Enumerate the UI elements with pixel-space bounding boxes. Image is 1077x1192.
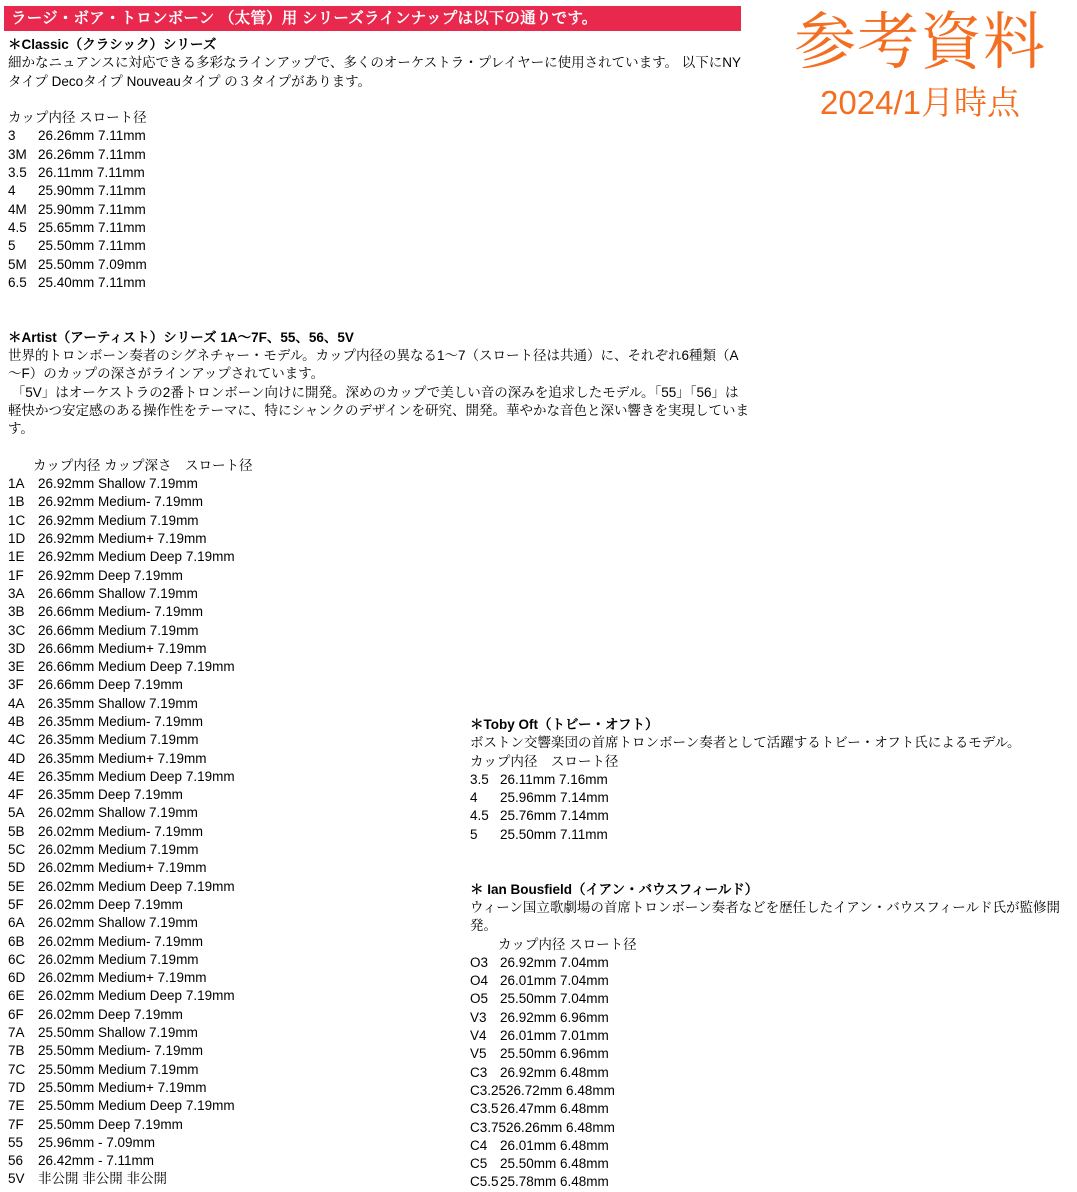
model-id: V3 [470, 1009, 487, 1025]
model-specs: 25.50mm Shallow 7.19mm [38, 1025, 198, 1041]
model-specs: 26.92mm Medium+ 7.19mm [38, 531, 207, 547]
model-specs: 25.50mm Medium 7.19mm [38, 1061, 199, 1077]
model-specs: 25.50mm 6.96mm [500, 1046, 609, 1062]
model-id: 4C [8, 732, 26, 748]
spec-row [470, 1027, 1077, 1045]
model-id: 3D [8, 640, 26, 656]
spec-row [8, 512, 750, 530]
model-id: 3A [8, 585, 25, 601]
model-id: C3.25 [470, 1082, 507, 1098]
model-specs: 26.66mm Medium Deep 7.19mm [38, 659, 235, 675]
classic-section [8, 36, 750, 292]
model-id: 5 [8, 238, 16, 254]
toby-oft-table-header: カップ内径 スロート径 [470, 753, 619, 769]
model-specs: 25.90mm 7.11mm [38, 201, 146, 217]
spec-row [8, 237, 750, 255]
model-id: 7B [8, 1043, 25, 1059]
model-id: 6C [8, 951, 26, 967]
model-specs: 26.26mm 7.11mm [38, 128, 146, 144]
model-specs: 25.50mm 6.48mm [500, 1156, 609, 1172]
model-specs: 25.50mm 7.11mm [500, 826, 608, 842]
model-id: C3.75 [470, 1119, 507, 1135]
toby-oft-section [470, 716, 1077, 844]
model-id: O5 [470, 991, 489, 1007]
stamp-title: 参考資料 [793, 8, 1046, 77]
model-id: 4E [8, 768, 25, 784]
model-id: C5 [470, 1156, 488, 1172]
model-specs: 25.90mm 7.11mm [38, 183, 146, 199]
spec-row [8, 603, 750, 621]
spec-row [470, 972, 1077, 990]
model-specs: 25.65mm 7.11mm [38, 219, 146, 235]
model-id: 7A [8, 1025, 25, 1041]
model-id: C5.5 [470, 1174, 499, 1190]
model-id: 5B [8, 823, 25, 839]
model-id: 3C [8, 622, 26, 638]
model-specs: 26.47mm 6.48mm [500, 1101, 609, 1117]
model-id: 1D [8, 531, 26, 547]
spec-row [8, 219, 750, 237]
spacer [8, 292, 750, 329]
toby-oft-spec-list [470, 771, 1077, 844]
model-specs: 26.35mm Medium Deep 7.19mm [38, 768, 235, 784]
spec-row [8, 640, 750, 658]
model-specs: 26.02mm Shallow 7.19mm [38, 805, 198, 821]
model-id: 3 [8, 128, 16, 144]
spec-row [8, 475, 750, 493]
model-specs: 25.50mm Medium- 7.19mm [38, 1043, 204, 1059]
model-specs: 25.78mm 6.48mm [500, 1174, 609, 1190]
model-id: C3 [470, 1064, 488, 1080]
model-id: C4 [470, 1137, 488, 1153]
spec-row [470, 807, 1077, 825]
spec-row [470, 1082, 1077, 1100]
model-specs: 非公開 非公開 非公開 [38, 1171, 168, 1187]
model-id: 5D [8, 860, 26, 876]
spec-row [470, 1064, 1077, 1082]
spec-row [8, 658, 750, 676]
spec-row [8, 567, 750, 585]
model-specs: 26.01mm 7.04mm [500, 973, 609, 989]
model-specs: 26.02mm Medium 7.19mm [38, 951, 199, 967]
spec-row [470, 1100, 1077, 1118]
model-id: 56 [8, 1153, 24, 1169]
side-column [470, 716, 1077, 1192]
model-id: 5F [8, 896, 24, 912]
model-specs: 26.26mm 6.48mm [506, 1119, 615, 1135]
toby-oft-heading: ＊Toby Oft（トビー・オフト） [470, 717, 659, 732]
spec-row [8, 127, 750, 145]
spec-row [470, 826, 1077, 844]
bousfield-description: ウィーン国立歌劇場の首席トロンボーン奏者などを歴任したイアン・バウスフィールド氏が監修開発。 [470, 899, 1060, 934]
model-specs: 26.66mm Shallow 7.19mm [38, 585, 198, 601]
model-specs: 26.66mm Deep 7.19mm [38, 677, 183, 693]
model-id: 3.5 [8, 165, 27, 181]
model-id: 7F [8, 1116, 24, 1132]
model-id: 4 [470, 790, 478, 806]
spec-row [8, 274, 750, 292]
model-id: 6.5 [8, 274, 27, 290]
model-id: 5V [8, 1171, 25, 1187]
model-id: 1C [8, 512, 26, 528]
bousfield-table-header: カップ内径 スロート径 [498, 936, 637, 952]
model-id: 3.5 [470, 771, 489, 787]
model-id: 4M [8, 201, 27, 217]
bousfield-heading: ＊ Ian Bousfield（イアン・バウスフィールド） [470, 881, 759, 897]
model-id: 3M [8, 146, 27, 162]
model-specs: 26.72mm 6.48mm [506, 1082, 615, 1098]
model-id: O3 [470, 954, 489, 970]
model-specs: 25.50mm 7.11mm [38, 238, 146, 254]
model-specs: 25.76mm 7.14mm [500, 808, 609, 824]
artist-heading: ＊Artist（アーティスト）シリーズ 1A～7F、55、56、5V [8, 329, 354, 345]
model-specs: 26.02mm Deep 7.19mm [38, 1006, 183, 1022]
model-specs: 26.02mm Medium 7.19mm [38, 842, 199, 858]
header-banner: ラージ・ボア・トロンボーン （太管）用 シリーズラインナップは以下の通りです。 [4, 6, 741, 31]
spacer [8, 439, 750, 457]
spec-row [8, 676, 750, 694]
model-specs: 26.35mm Deep 7.19mm [38, 787, 183, 803]
spec-row [470, 1155, 1077, 1173]
model-id: 55 [8, 1134, 24, 1150]
model-id: 7C [8, 1061, 26, 1077]
artist-description-2: 「5V」はオーケストラの2番トロンボーン向けに開発。深めのカップで美しい音の深みを追求したモデル。「55」「56」は軽快かつ安定感のある操作性をテーマに、特にシャンクのデザインを研究、開発。華やかな音色と深い響きを実現しています。 [8, 384, 750, 437]
model-id: 7E [8, 1098, 25, 1114]
model-id: 4.5 [470, 808, 489, 824]
model-specs: 26.02mm Shallow 7.19mm [38, 915, 198, 931]
spec-row [8, 695, 750, 713]
model-specs: 26.92mm Medium 7.19mm [38, 512, 199, 528]
model-id: 4A [8, 695, 25, 711]
artist-table-header: カップ内径 カップ深さ スロート径 [33, 457, 253, 473]
model-id: 5 [470, 826, 478, 842]
model-specs: 25.96mm - 7.09mm [38, 1134, 156, 1150]
model-specs: 26.35mm Medium- 7.19mm [38, 713, 204, 729]
model-id: 4D [8, 750, 26, 766]
spec-row [8, 201, 750, 219]
bousfield-section [470, 881, 1077, 1192]
model-specs: 26.92mm Medium- 7.19mm [38, 494, 204, 510]
model-specs: 26.26mm 7.11mm [38, 146, 146, 162]
model-id: 4F [8, 787, 24, 803]
model-id: 4B [8, 713, 25, 729]
model-specs: 25.96mm 7.14mm [500, 790, 609, 806]
model-id: 4 [8, 183, 16, 199]
model-id: 6E [8, 988, 25, 1004]
spec-row [470, 1045, 1077, 1063]
model-specs: 26.92mm Deep 7.19mm [38, 567, 183, 583]
spec-row [8, 493, 750, 511]
model-specs: 26.35mm Medium+ 7.19mm [38, 750, 207, 766]
model-specs: 26.02mm Medium- 7.19mm [38, 823, 204, 839]
model-id: 3B [8, 604, 25, 620]
model-specs: 26.35mm Shallow 7.19mm [38, 695, 198, 711]
spec-row [470, 1137, 1077, 1155]
model-specs: 25.50mm Deep 7.19mm [38, 1116, 183, 1132]
model-specs: 26.92mm 6.96mm [500, 1009, 609, 1025]
model-id: O4 [470, 973, 489, 989]
model-specs: 26.02mm Medium Deep 7.19mm [38, 878, 235, 894]
model-specs: 26.11mm 7.16mm [500, 771, 608, 787]
classic-description: 細かなニュアンスに対応できる多彩なラインアップで、多くのオーケストラ・プレイヤーに使用されています。 以下にNYタイプ Decoタイプ Nouveauタイプ の３タイプがあります。 [8, 55, 742, 89]
model-id: 1E [8, 549, 25, 565]
model-id: 1F [8, 567, 24, 583]
model-specs: 26.02mm Medium+ 7.19mm [38, 860, 207, 876]
bousfield-spec-list [470, 954, 1077, 1192]
model-id: 6D [8, 970, 26, 986]
model-specs: 26.01mm 7.01mm [500, 1028, 609, 1044]
reference-stamp [788, 2, 1052, 122]
model-id: 6B [8, 933, 25, 949]
model-specs: 26.11mm 7.11mm [38, 165, 145, 181]
spec-row [470, 1119, 1077, 1137]
model-id: 3E [8, 659, 25, 675]
classic-heading: ＊Classic（クラシック）シリーズ [8, 37, 217, 52]
spec-row [8, 530, 750, 548]
spec-row [8, 585, 750, 603]
model-specs: 26.02mm Medium+ 7.19mm [38, 970, 207, 986]
spec-row [470, 1173, 1077, 1191]
model-specs: 26.02mm Deep 7.19mm [38, 896, 183, 912]
model-id: 5M [8, 256, 27, 272]
model-id: V4 [470, 1028, 487, 1044]
spacer [8, 91, 750, 109]
model-id: 1A [8, 476, 25, 492]
model-specs: 26.92mm Medium Deep 7.19mm [38, 549, 235, 565]
model-specs: 25.50mm 7.09mm [38, 256, 147, 272]
spec-row [8, 548, 750, 566]
spec-row [470, 1009, 1077, 1027]
artist-description-1: 世界的トロンボーン奏者のシグネチャー・モデル。カップ内径の異なる1～7（スロート径は共通）に、それぞれ6種類（A～F）のカップの深さがラインアップされています。 [8, 348, 739, 382]
stamp-date: 2024/1月時点 [820, 84, 1020, 121]
model-specs: 25.50mm 7.04mm [500, 991, 609, 1007]
model-specs: 26.35mm Medium 7.19mm [38, 732, 199, 748]
model-id: 1B [8, 494, 25, 510]
model-id: 6F [8, 1006, 24, 1022]
model-id: C3.5 [470, 1101, 499, 1117]
spacer [470, 844, 1077, 881]
model-specs: 26.66mm Medium 7.19mm [38, 622, 199, 638]
model-specs: 26.02mm Medium Deep 7.19mm [38, 988, 235, 1004]
model-id: 5E [8, 878, 25, 894]
spec-row [8, 182, 750, 200]
model-id: 4.5 [8, 219, 27, 235]
classic-spec-list [8, 127, 750, 292]
spec-row [470, 990, 1077, 1008]
model-specs: 25.50mm Medium Deep 7.19mm [38, 1098, 235, 1114]
model-id: 3F [8, 677, 24, 693]
model-specs: 26.02mm Medium- 7.19mm [38, 933, 204, 949]
model-specs: 26.01mm 6.48mm [500, 1137, 609, 1153]
classic-table-header: カップ内径 スロート径 [8, 110, 147, 126]
model-id: 7D [8, 1079, 26, 1095]
model-specs: 26.92mm 7.04mm [500, 954, 609, 970]
model-id: 5C [8, 842, 26, 858]
spec-row [8, 146, 750, 164]
model-specs: 26.66mm Medium+ 7.19mm [38, 640, 207, 656]
model-id: 6A [8, 915, 25, 931]
model-specs: 26.92mm 6.48mm [500, 1064, 609, 1080]
model-specs: 26.92mm Shallow 7.19mm [38, 476, 198, 492]
model-specs: 25.50mm Medium+ 7.19mm [38, 1079, 207, 1095]
model-specs: 26.66mm Medium- 7.19mm [38, 604, 204, 620]
model-id: V5 [470, 1046, 487, 1062]
spec-row [8, 164, 750, 182]
model-specs: 26.42mm - 7.11mm [38, 1153, 155, 1169]
spec-row [470, 771, 1077, 789]
toby-oft-description: ボストン交響楽団の首席トロンボーン奏者として活躍するトビー・オフト氏によるモデル。 [470, 735, 1021, 751]
spec-row [470, 954, 1077, 972]
spec-row [8, 256, 750, 274]
spec-row [470, 789, 1077, 807]
model-specs: 25.40mm 7.11mm [38, 274, 146, 290]
model-id: 5A [8, 805, 25, 821]
spec-row [8, 622, 750, 640]
